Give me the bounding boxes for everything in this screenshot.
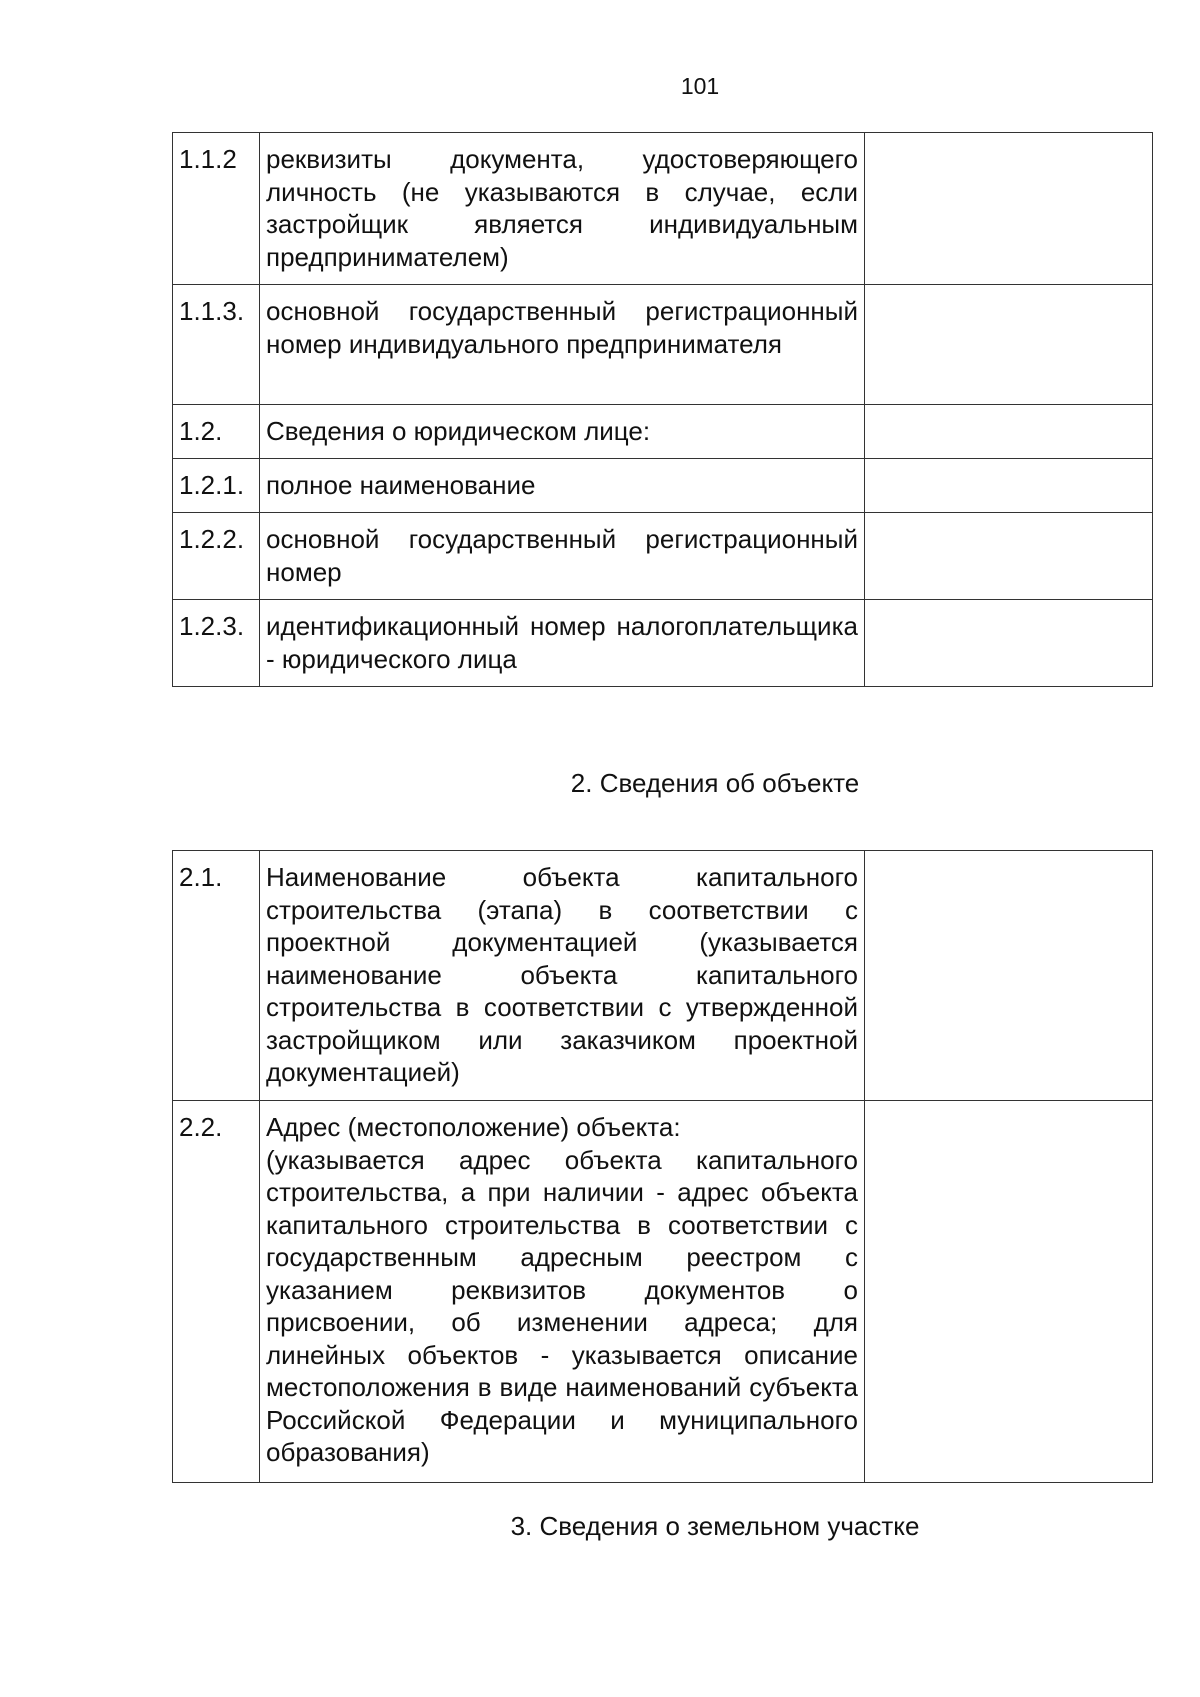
row-number: 1.1.3. xyxy=(173,285,260,405)
row-label-group xyxy=(260,1101,865,1483)
row-heading: Адрес (местоположение) объекта: xyxy=(266,1112,681,1142)
row-label: основной государственный регистрационный номер xyxy=(260,513,865,600)
section-3-title: 3. Сведения о земельном участке xyxy=(510,1511,920,1541)
row-number: 1.2.3. xyxy=(173,600,260,687)
row-number: 1.2. xyxy=(173,405,260,459)
row-value-field[interactable] xyxy=(865,1101,1153,1483)
section-2-title: 2. Сведения об объекте xyxy=(570,768,860,798)
row-number: 2.1. xyxy=(173,851,260,1101)
row-label: (указывается адрес объекта капитального строительства, а при наличии - адрес объекта капитального строительства в соответствии с государственным адресным реестром с указанием реквизитов документов о присвоении, об изменении адреса; для линейных объектов - указывается описание местоположения в виде наименований субъекта Российской Федерации и муниципального образования) xyxy=(266,1144,858,1467)
row-value-field[interactable] xyxy=(865,133,1153,285)
page-number: 101 xyxy=(680,73,720,99)
row-value-field[interactable] xyxy=(865,405,1153,459)
table-row xyxy=(173,405,1153,459)
table-row xyxy=(173,600,1153,687)
row-number: 1.2.1. xyxy=(173,459,260,513)
object-details-table xyxy=(172,850,1153,1483)
row-value-field[interactable] xyxy=(865,285,1153,405)
row-label: идентификационный номер налогоплательщика - юридического лица xyxy=(260,600,865,687)
table-row xyxy=(173,133,1153,285)
row-label: основной государственный регистрационный номер индивидуального предпринимателя xyxy=(260,285,865,405)
table-row xyxy=(173,285,1153,405)
row-value-field[interactable] xyxy=(865,513,1153,600)
row-number: 2.2. xyxy=(173,1101,260,1483)
row-value-field[interactable] xyxy=(865,600,1153,687)
row-number: 1.2.2. xyxy=(173,513,260,600)
row-label: Наименование объекта капитального строительства (этапа) в соответствии с проектной документацией (указывается наименование объекта капитального строительства в соответствии с утвержденной застройщиком или заказчиком проектной документацией) xyxy=(260,851,865,1101)
applicant-details-table xyxy=(172,132,1153,687)
row-label: полное наименование xyxy=(260,459,865,513)
table-row xyxy=(173,851,1153,1101)
table-row xyxy=(173,459,1153,513)
row-number: 1.1.2 xyxy=(173,133,260,285)
row-label: реквизиты документа, удостоверяющего личность (не указываются в случае, если застройщик является индивидуальным предпринимателем) xyxy=(260,133,865,285)
table-row xyxy=(173,513,1153,600)
row-label: Сведения о юридическом лице: xyxy=(260,405,865,459)
row-value-field[interactable] xyxy=(865,459,1153,513)
row-value-field[interactable] xyxy=(865,851,1153,1101)
table-row xyxy=(173,1101,1153,1483)
